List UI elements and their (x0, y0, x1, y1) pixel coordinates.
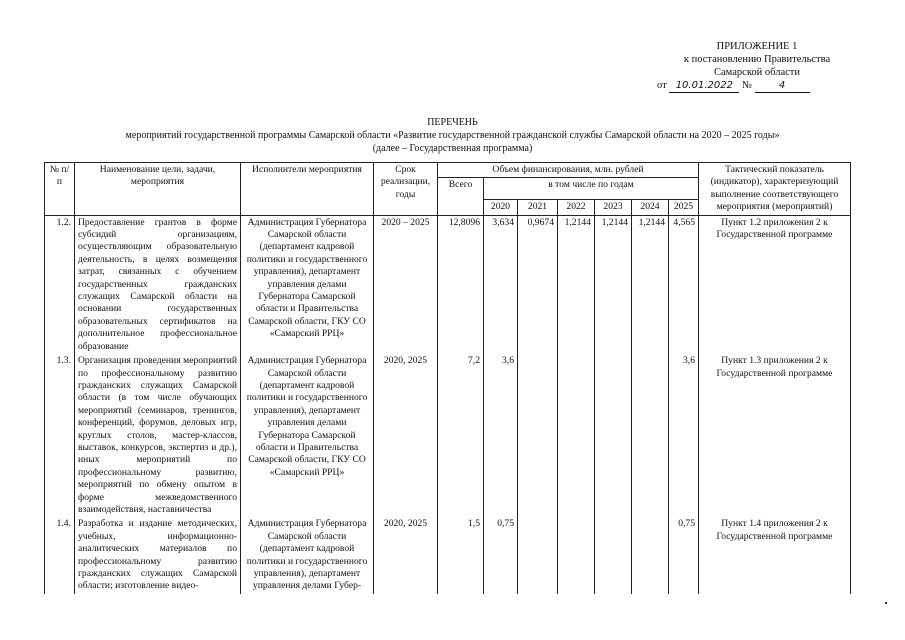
row-total: 7,2 (438, 354, 484, 517)
measures-table (44, 162, 851, 594)
header-year-2025: 2025 (669, 200, 699, 215)
row-y2022 (558, 354, 595, 517)
row-num: 1.4. (45, 517, 75, 593)
header-period: Срок реализации, годы (374, 163, 438, 216)
header-total: Всего (438, 178, 484, 215)
date-prefix: от (657, 80, 667, 91)
date-handwritten: 10.01.2022 (669, 79, 739, 93)
row-period: 2020, 2025 (374, 517, 438, 593)
row-y2021: 0,9674 (518, 215, 558, 354)
appendix-line-1: к постановлению Правительства (683, 54, 831, 65)
header-year-2022: 2022 (558, 200, 595, 215)
scan-speck (885, 602, 887, 604)
row-period: 2020 – 2025 (374, 215, 438, 354)
row-executors: Администрация Губернатора Самарской области (департамент кадровой политики и государственного управления), департамент управления делами Губернатора Самарской области и Правительства Самарской области, ГКУ СО «Самарский РРЦ» (241, 215, 374, 354)
row-indicator: Пункт 1.3 приложения 2 к Государственной программе (699, 354, 851, 517)
row-y2024: 1,2144 (632, 215, 669, 354)
row-indicator: Пункт 1.2 приложения 2 к Государственной программе (699, 215, 851, 354)
title-line-1: мероприятий государственной программы Самарской области «Развитие государственной гражданской службы Самарской области на 2020 – 2025 годы» (125, 130, 780, 141)
row-executors: Администрация Губернатора Самарской области (департамент кадровой политики и государственного управления), департамент управления делами Губер- (241, 517, 374, 593)
row-total: 1,5 (438, 517, 484, 593)
row-period: 2020, 2025 (374, 354, 438, 517)
title-line-2: (далее – Государственная программа) (372, 143, 533, 154)
appendix-title: ПРИЛОЖЕНИЕ 1 (716, 41, 798, 52)
header-by-years: в том числе по годам (484, 178, 699, 200)
row-y2023 (595, 517, 632, 593)
header-year-2024: 2024 (632, 200, 669, 215)
header-funding: Объем финансирования, млн. рублей (438, 163, 699, 178)
row-y2020: 3,6 (484, 354, 518, 517)
header-indicator: Тактический показатель (индикатор), характеризующий выполнение соответствующего мероприятия (мероприятий) (699, 163, 851, 216)
row-y2023 (595, 354, 632, 517)
row-y2024 (632, 517, 669, 593)
appendix-date-line (657, 79, 857, 93)
number-prefix: № (741, 80, 752, 91)
row-num: 1.2. (45, 215, 75, 354)
row-name: Разработка и издание методических, учебных, информационно-аналитических материалов по профессиональному развитию гражданских служащих Самарской области; изготовление видео- (75, 517, 241, 593)
row-name: Организация проведения мероприятий по профессиональному развитию гражданских служащих Самарской области (в том числе обучающих мероприятий (семинаров, тренингов, конференций, форумов, деловых игр, круглых столов, мастер-классов, выставок, конкурсов, экспертиз и др.), иных мероприятий по профессиональному развитию, мероприятий по обмену опытом в форме межведомственного взаимодействия, наставничества (75, 354, 241, 517)
header-executors: Исполнители мероприятия (241, 163, 374, 216)
table-row (45, 215, 851, 354)
row-y2020: 0,75 (484, 517, 518, 593)
row-num: 1.3. (45, 354, 75, 517)
row-y2025: 4,565 (669, 215, 699, 354)
table-row (45, 517, 851, 593)
row-y2022: 1,2144 (558, 215, 595, 354)
table-row (45, 354, 851, 517)
header-name: Наименование цели, задачи, мероприятия (75, 163, 241, 216)
document-title (0, 116, 905, 155)
row-y2024 (632, 354, 669, 517)
row-indicator: Пункт 1.4 приложения 2 к Государственной программе (699, 517, 851, 593)
row-y2021 (518, 354, 558, 517)
row-y2025: 0,75 (669, 517, 699, 593)
row-name: Предоставление грантов в форме субсидий организациям, осуществляющим образовательную деятельность, в целях возмещения затрат, связанных с обучением государственных гражданских служащих Самарской области на основании государственных образовательных сертификатов на дополнительное профессиональное образование (75, 215, 241, 354)
number-handwritten: 4 (755, 79, 810, 93)
row-y2025: 3,6 (669, 354, 699, 517)
appendix-block (657, 40, 857, 93)
title-heading: ПЕРЕЧЕНЬ (427, 117, 478, 128)
header-year-2021: 2021 (518, 200, 558, 215)
row-executors: Администрация Губернатора Самарской области (департамент кадровой политики и государственного управления), департамент управления делами Губернатора Самарской области и Правительства Самарской области, ГКУ СО «Самарский РРЦ» (241, 354, 374, 517)
header-num: № п/п (45, 163, 75, 216)
appendix-line-2: Самарской области (714, 67, 800, 78)
header-year-2023: 2023 (595, 200, 632, 215)
row-y2021 (518, 517, 558, 593)
row-y2020: 3,634 (484, 215, 518, 354)
row-y2022 (558, 517, 595, 593)
row-total: 12,8096 (438, 215, 484, 354)
header-year-2020: 2020 (484, 200, 518, 215)
row-y2023: 1,2144 (595, 215, 632, 354)
